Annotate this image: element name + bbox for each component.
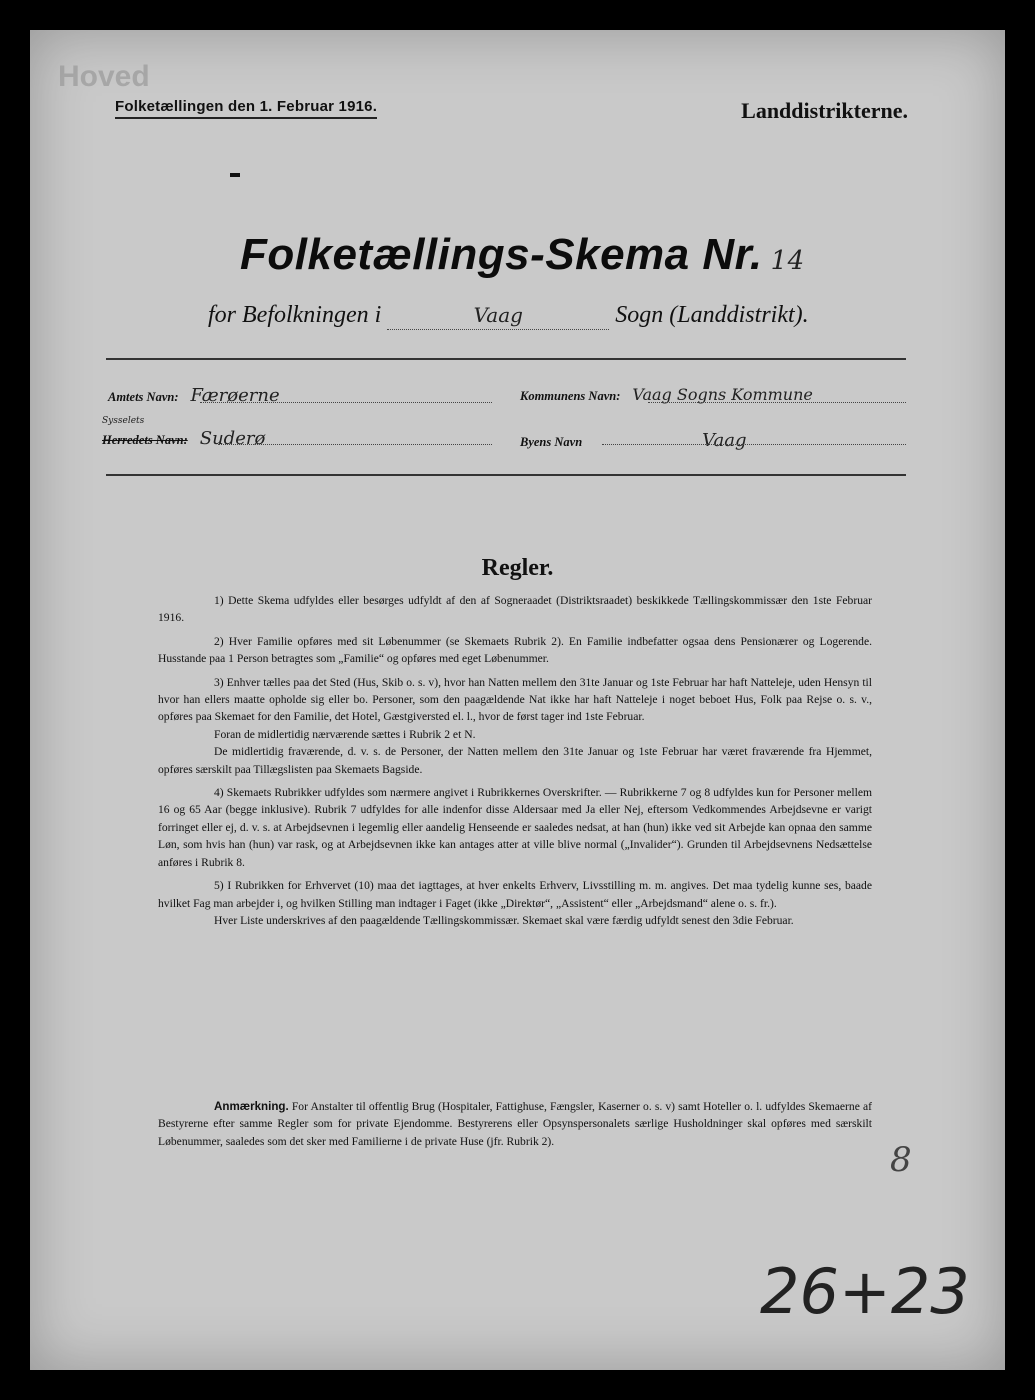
parish-field[interactable] bbox=[387, 302, 609, 330]
census-form-page bbox=[30, 30, 1005, 1370]
form-title bbox=[240, 230, 805, 280]
kommune-dotline bbox=[648, 402, 906, 403]
amt-dotline bbox=[200, 402, 492, 403]
note-label: Anmærkning. bbox=[214, 1100, 289, 1113]
by-label: Byens Navn bbox=[520, 435, 583, 449]
parish-value: Vaag bbox=[473, 303, 523, 327]
faint-stamp: Hoved bbox=[58, 60, 150, 93]
parish-prefix: for Befolkningen i bbox=[208, 302, 382, 328]
note-block bbox=[158, 1098, 872, 1150]
amt-value: Færøerne bbox=[190, 385, 280, 406]
rule-3-absent: De midlertidig fraværende, d. v. s. de Personer, der Natten mellem den 31te Januar og 1ste Februar har været fraværende fra Hjemmet, opføres særskilt paa Tillægslisten paa Skemaets Bagside. bbox=[158, 745, 872, 776]
note-text: For Anstalter til offentlig Brug (Hospitaler, Fattighuse, Fængsler, Kaserner o. s. v) samt Hoteller o. l. udfyldes Skemaerne af Bestyrerne efter samme Regler som for private Ejendomme. Bestyrerens eller Opsynspersonalets særlige Husholdninger skal opføres med særskilt Løbenummer, saaledes som det sker med Familierne i de private Huse (jfr. Rubrik 2). bbox=[158, 1100, 872, 1148]
rule-4: 4) Skemaets Rubrikker udfyldes som nærmere angivet i Rubrikkernes Overskrifter. — Rubrikkerne 7 og 8 udfyldes kun for Personer mellem 16 og 65 Aar (begge inklusive). Rubrik 7 udfyldes for alle indenfor disse Aldersaar med Ja eller Nej, eftersom Vedkommendes Arbejdsevne er varigt forringet eller ej, d. v. s. at Arbejdsevnen i legemlig eller aandelig Henseende er saaledes nedsat, at han (hun) ikke ved sit Arbejde kan opnaa den samme Løn, som hvis han (hun) var rask, og at Arbejdsevnen ikke kan antages atter at ville blive normal („Invalider“). Grunden til Arbejdsevnens Nedsættelse anføres i Rubrik 8. bbox=[158, 786, 872, 869]
rule-3-present: Foran de midlertidig nærværende sættes i Rubrik 2 et N. bbox=[214, 727, 476, 741]
rule-3: 3) Enhver tælles paa det Sted (Hus, Skib o. s. v), hvor han Natten mellem den 31te Januar og 1ste Februar har haft Natteleje, uden Hensyn til hvor han ellers maatte opholde sig eller bo. Personer, som den paagældende Nat ikke har haft Natteleje i noget beboet Hus, Folk paa Rejse o. s. v., opføres paa Skemaet for den Familie, det Hotel, Gæstgiversted el. l., hvor de først tager ind 1ste Februar. bbox=[158, 675, 872, 724]
divider-top bbox=[106, 358, 906, 360]
handwritten-count: 26+23 bbox=[760, 1255, 970, 1328]
rules-heading: Regler. bbox=[481, 555, 554, 581]
parish-line bbox=[208, 302, 848, 330]
herred-field[interactable] bbox=[102, 428, 265, 449]
herred-value: Suderø bbox=[199, 428, 266, 449]
amt-label: Amtets Navn: bbox=[108, 390, 179, 404]
rule-5: 5) I Rubrikken for Erhvervet (10) maa det iagttages, at hver enkelts Erhverv, Livsstilling m. m. angives. Det maa tydelig kunne ses, baade hvilket Fag man arbejder i, og hvilken Stilling man indtager i Faget (ikke „Direktør“, „Assistent“ eller „Arbejdsmand“ alene o. s. fr.). bbox=[158, 879, 872, 910]
herred-label: Herredets Navn: bbox=[102, 433, 188, 447]
rule-2: 2) Hver Familie opføres med sit Løbenummer (se Skemaets Rubrik 2). En Familie indbefatter ogsaa dens Pensionærer og Logerende. Husstande paa 1 Person betragtes som „Familie“ og opføres med eget Løbenummer. bbox=[158, 634, 872, 666]
rule-1: 1) Dette Skema udfyldes eller besørges udfyldt af den af Sogneraadet (Distriktsraadet) beskikkede Tællingskommissær den 1ste Februar 1916. bbox=[158, 594, 872, 625]
handwritten-mark: 8 bbox=[890, 1140, 912, 1180]
form-number: 14 bbox=[770, 246, 805, 276]
herred-correction: Sysselets bbox=[102, 416, 145, 426]
title-text: Folketællings-Skema Nr. bbox=[240, 230, 763, 279]
by-value: Vaag bbox=[702, 430, 747, 451]
header-date: Folketællingen den 1. Februar 1916. bbox=[115, 98, 377, 119]
rules-body bbox=[158, 592, 872, 935]
header-district: Landdistrikterne. bbox=[741, 98, 908, 123]
kommune-value: Vaag Sogns Kommune bbox=[632, 385, 813, 404]
ink-mark bbox=[230, 173, 240, 177]
kommune-label: Kommunens Navn: bbox=[520, 389, 621, 403]
by-dotline bbox=[602, 444, 906, 445]
divider-bottom bbox=[106, 474, 906, 476]
parish-suffix: Sogn (Landdistrikt). bbox=[615, 302, 809, 328]
by-field[interactable] bbox=[520, 430, 747, 451]
herred-dotline bbox=[218, 444, 492, 445]
rule-6: Hver Liste underskrives af den paagældende Tællingskommissær. Skemaet skal være færdig udfyldt senest den 3die Februar. bbox=[214, 913, 794, 927]
